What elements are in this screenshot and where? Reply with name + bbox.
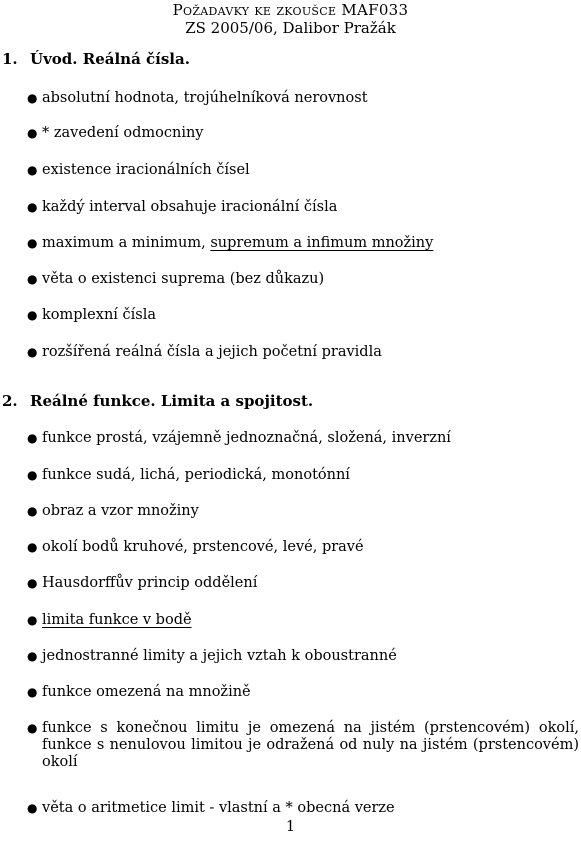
bullet-icon: ● <box>27 540 38 554</box>
list-item-text: jednostranné limity a jejich vztah k oboustranné <box>42 648 397 664</box>
list-item-text: absolutní hodnota, trojúhelníková nerovnost <box>42 90 368 106</box>
document-title: Požadavky ke zkoušce MAF033 <box>172 1 409 19</box>
bullet-icon: ● <box>27 308 38 322</box>
bullet-icon: ● <box>27 504 38 518</box>
bullet-icon: ● <box>27 272 38 286</box>
list-item-text: funkce sudá, lichá, periodická, monotónní <box>42 467 350 483</box>
list-item-text <box>42 612 579 629</box>
list-item-text: funkce prostá, vzájemně jednoznačná, složená, inverzní <box>42 430 451 446</box>
list-item-text: okolí bodů kruhové, prstencové, levé, pravé <box>42 539 364 555</box>
bullet-icon: ● <box>27 163 38 177</box>
list-item-text: komplexní čísla <box>42 307 157 323</box>
document-subtitle: ZS 2005/06, Dalibor Pražák <box>185 19 396 37</box>
list-item-text: funkce omezená na množině <box>42 684 251 700</box>
underlined-term: limita funkce v bodě <box>42 612 192 628</box>
section-number: 2. <box>2 392 18 410</box>
section-number: 1. <box>2 50 18 68</box>
bullet-icon: ● <box>27 431 38 445</box>
list-item-text: věta o existenci suprema (bez důkazu) <box>42 271 325 287</box>
list-item-text: existence iracionálních čísel <box>42 162 250 178</box>
bullet-icon: ● <box>27 801 38 815</box>
bullet-icon: ● <box>27 91 38 105</box>
bullet-icon: ● <box>27 200 38 214</box>
bullet-icon: ● <box>27 468 38 482</box>
underlined-term: supremum a infimum množiny <box>210 235 434 251</box>
section-title: Úvod. Reálná čísla. <box>30 50 190 68</box>
bullet-icon: ● <box>27 649 38 663</box>
list-item-plain-text: maximum a minimum, <box>42 235 211 251</box>
section-title: Reálné funkce. Limita a spojitost. <box>30 392 314 410</box>
list-item-text: obraz a vzor množiny <box>42 503 199 519</box>
bullet-icon: ● <box>27 126 38 140</box>
list-item-text: funkce s konečnou limitu je omezená na jistém (prstencovém) okolí, funkce s nenulovou limitou je odražená od nuly na jistém (prstencovém) okolí <box>42 720 579 770</box>
list-item-text: Hausdorffův princip oddělení <box>42 575 258 591</box>
bullet-icon: ● <box>27 345 38 359</box>
list-item-text: věta o aritmetice limit - vlastní a * obecná verze <box>42 800 395 816</box>
list-item-text: každý interval obsahuje iracionální čísla <box>42 199 338 215</box>
bullet-icon: ● <box>27 613 38 627</box>
bullet-icon: ● <box>27 685 38 699</box>
page-number: 1 <box>285 819 296 835</box>
list-item-text: * zavedení odmocniny <box>42 125 204 141</box>
section-heading-2 <box>2 392 313 410</box>
bullet-icon: ● <box>27 576 38 590</box>
section-heading-1 <box>2 50 190 68</box>
bullet-icon: ● <box>27 236 38 250</box>
list-item-text <box>42 235 579 252</box>
list-item-text: rozšířená reálná čísla a jejich početní pravidla <box>42 344 382 360</box>
bullet-icon: ● <box>27 721 38 735</box>
